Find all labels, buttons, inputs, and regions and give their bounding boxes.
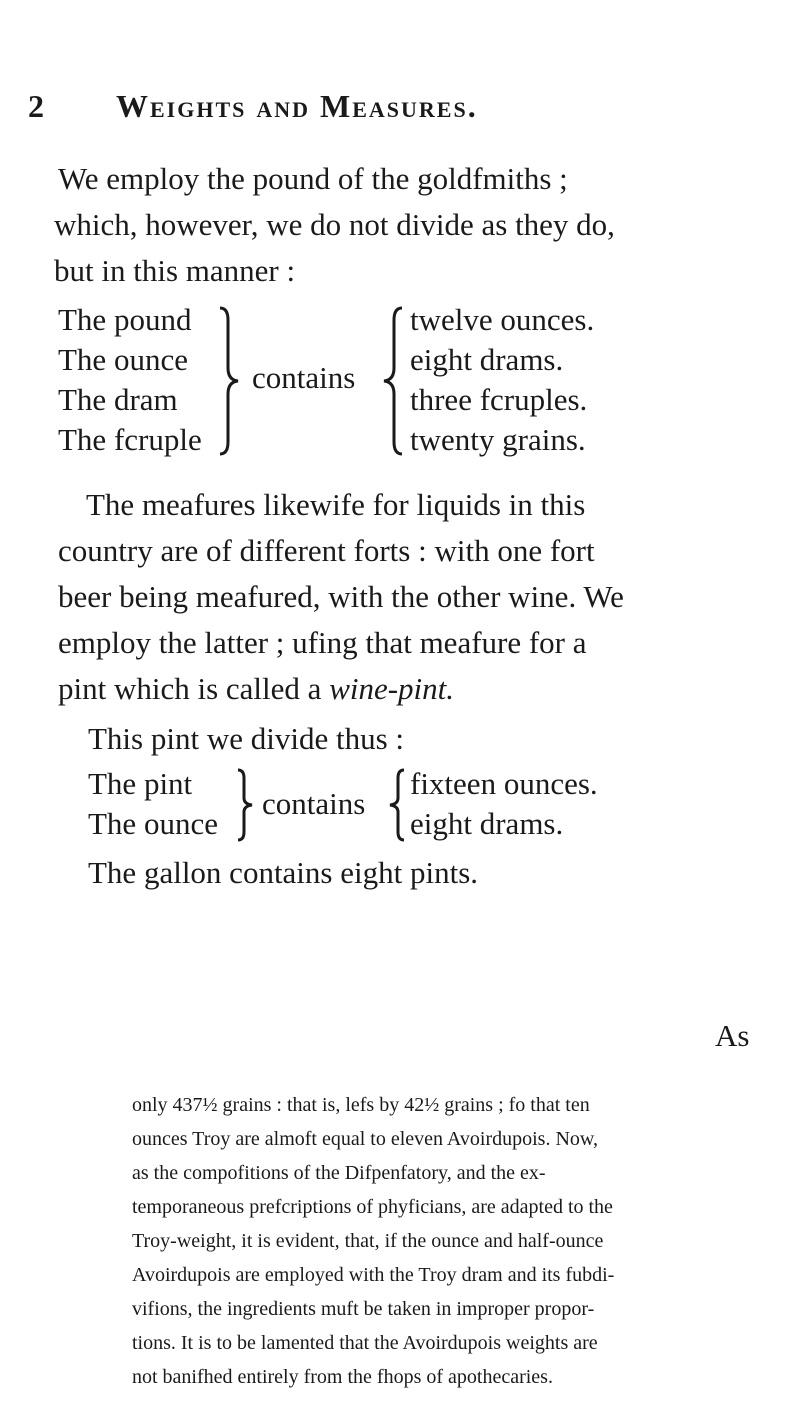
right-brace-glyph xyxy=(216,306,242,456)
unit-value: three fcruples. xyxy=(410,382,588,417)
footnote-line: ounces Troy are almoft equal to eleven Avoirdupois. Now, xyxy=(132,1128,599,1150)
text-line: This pint we divide thus : xyxy=(88,721,405,756)
footnote-line: not banifhed entirely from the fhops of apothecaries. xyxy=(132,1366,553,1388)
paragraph-gallon xyxy=(88,850,768,896)
footnote-line: Troy-weight, it is evident, that, if the ounce and half-ounce xyxy=(132,1230,604,1252)
weights-table xyxy=(58,300,758,480)
unit-label: The pound xyxy=(58,302,192,337)
italic-term: wine-pint. xyxy=(329,671,455,706)
text-line: The meafures likewife for liquids in this xyxy=(86,487,586,522)
pint-table xyxy=(88,764,768,848)
unit-label: The pint xyxy=(88,766,193,801)
text-line xyxy=(58,666,778,712)
footnote-line: only 437½ grains : that is, lefs by 42½ grains ; fo that ten xyxy=(132,1094,590,1116)
left-brace-glyph xyxy=(386,768,408,842)
weights-values-column xyxy=(410,300,594,460)
page-number: 2 xyxy=(28,88,45,124)
running-head xyxy=(28,88,768,132)
footnote-line: as the compofitions of the Difpenfatory, and the ex- xyxy=(132,1162,546,1184)
unit-label: The ounce xyxy=(58,342,188,377)
unit-value: fixteen ounces. xyxy=(410,766,598,801)
text-line: The gallon contains eight pints. xyxy=(88,855,479,890)
text-line: country are of different forts : with one fort xyxy=(58,533,595,568)
weights-units-column xyxy=(58,300,202,460)
unit-label: The fcruple xyxy=(58,422,202,457)
footnote-line: vifions, the ingredients muft be taken in improper propor- xyxy=(132,1298,595,1320)
text-line: employ the latter ; ufing that meafure for a xyxy=(58,625,587,660)
pint-values-column xyxy=(410,764,598,844)
footnote-line: tions. It is to be lamented that the Avoirdupois weights are xyxy=(132,1332,598,1354)
text-line: but in this manner : xyxy=(54,253,296,288)
paragraph-intro xyxy=(54,156,768,294)
unit-value: twelve ounces. xyxy=(410,302,595,337)
footnote xyxy=(132,1088,772,1394)
catchword: As xyxy=(715,1018,750,1053)
contains-label: contains xyxy=(262,786,366,821)
text-line: which, however, we do not divide as they do, xyxy=(54,207,615,242)
unit-value: twenty grains. xyxy=(410,422,586,457)
text-line: We employ the pound of the goldfmiths ; xyxy=(58,161,568,196)
unit-label: The dram xyxy=(58,382,178,417)
unit-value: eight drams. xyxy=(410,342,564,377)
text-line: beer being meafured, with the other wine. We xyxy=(58,579,624,614)
right-brace-glyph xyxy=(234,768,256,842)
unit-label: The ounce xyxy=(88,806,218,841)
contains-label: contains xyxy=(252,360,356,395)
unit-value: eight drams. xyxy=(410,806,564,841)
paragraph-liquids xyxy=(58,482,778,712)
pint-units-column xyxy=(88,764,218,844)
left-brace-glyph xyxy=(380,306,406,456)
footnote-line: temporaneous prefcriptions of phyficians, are adapted to the xyxy=(132,1196,613,1218)
text-fragment: pint which is called a xyxy=(58,671,330,706)
running-title: Weights and Measures. xyxy=(116,88,478,124)
footnote-line: Avoirdupois are employed with the Troy dram and its fubdi- xyxy=(132,1264,615,1286)
paragraph-pint-division xyxy=(88,716,768,762)
